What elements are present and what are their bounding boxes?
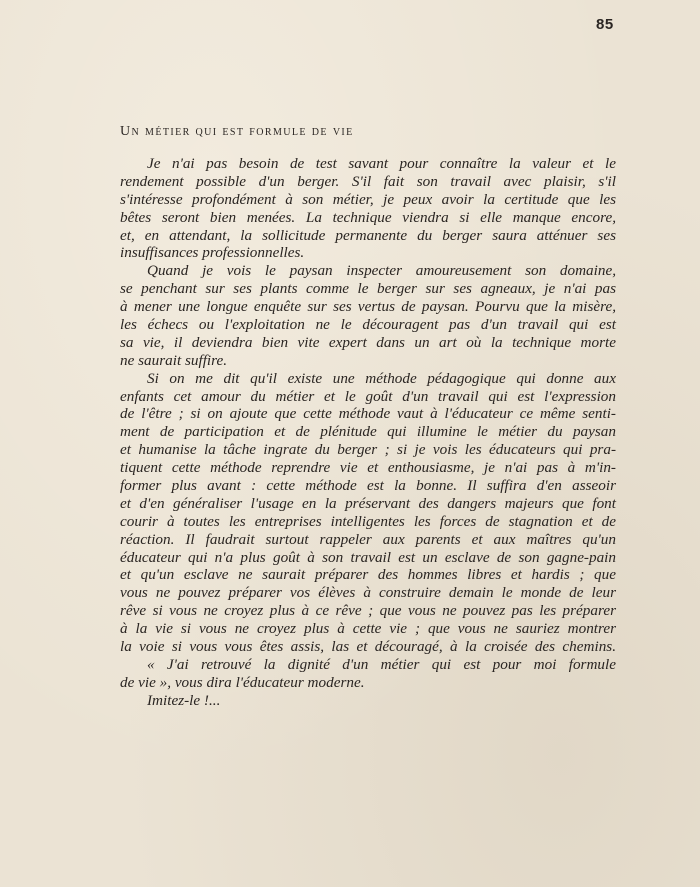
text-line: et humanise la tâche ingrate du berger ; si je vois les éducateurs qui pra- xyxy=(120,441,616,459)
text-line: à la vie si vous ne croyez plus à cette vie ; que vous ne sauriez montrer xyxy=(120,620,616,638)
text-line: sa vie, il deviendra bien vite expert dans un art où la technique morte xyxy=(120,333,616,351)
text-line: ment de participation et de plénitude qui illumine le métier du paysan xyxy=(120,423,616,441)
text-line: la voie si vous vous êtes assis, las et découragé, à la croisée des chemins. xyxy=(120,638,616,656)
section-heading: Un métier qui est formule de vie xyxy=(120,124,354,139)
text-line: ne saurait suffire. xyxy=(120,351,228,369)
page-number: 85 xyxy=(596,16,614,33)
text-line: éducateur qui n'a plus goût à son travail est un esclave de son gagne-pain xyxy=(120,548,616,566)
text-line: rêve si vous ne croyez plus à ce rêve ; que vous ne pouvez pas les préparer xyxy=(120,602,616,620)
text-line: courir à toutes les entreprises intelligentes les forces de stagnation et de xyxy=(120,512,616,530)
text-line: « J'ai retrouvé la dignité d'un métier qui est pour moi formule xyxy=(147,655,616,673)
text-line: s'intéresse profondément à son métier, je peux avoir la certitude que les xyxy=(120,190,616,208)
text-line: et d'en généraliser l'usage en la préservant des dangers majeurs que font xyxy=(120,494,616,512)
text-line: Imitez-le !... xyxy=(147,691,221,709)
body-text xyxy=(120,155,616,710)
text-line: insuffisances professionnelles. xyxy=(120,244,305,262)
text-line: tiquent cette méthode reprendre vie et enthousiasme, je n'ai pas à m'in- xyxy=(120,459,616,477)
text-line: à mener une longue enquête sur ses vertus de paysan. Pourvu que la misère, xyxy=(120,298,616,316)
text-line: les échecs ou l'exploitation ne le découragent pas d'un travail qui est xyxy=(120,316,616,334)
text-line: de vie », vous dira l'éducateur moderne. xyxy=(120,673,365,691)
text-line: bêtes seront bien menées. La technique viendra si elle manque encore, xyxy=(120,208,616,226)
text-line: et, en attendant, la sollicitude permanente du berger saura atténuer ses xyxy=(120,226,616,244)
text-line: Si on me dit qu'il existe une méthode pédagogique qui donne aux xyxy=(147,369,616,387)
text-line: vous ne pouvez préparer vos élèves à construire demain le monde de leur xyxy=(120,584,616,602)
text-line: Je n'ai pas besoin de test savant pour connaître la valeur et le xyxy=(147,155,616,172)
text-line: Quand je vois le paysan inspecter amoureusement son domaine, xyxy=(147,262,616,280)
text-line: et qu'un esclave ne saurait préparer des hommes libres et hardis ; que xyxy=(120,566,616,584)
text-line: réaction. Il faudrait surtout rappeler aux parents et aux maîtres qu'un xyxy=(120,530,616,548)
text-line: former plus avant : cette méthode est la bonne. Il suffira d'en asseoir xyxy=(120,477,616,495)
text-line: se penchant sur ses plants comme le berger sur ses agneaux, je n'ai pas xyxy=(120,280,616,298)
text-line: de l'être ; si on ajoute que cette méthode vaut à l'éducateur ce même senti- xyxy=(120,405,616,423)
text-line: rendement possible d'un berger. S'il fait son travail avec plaisir, s'il xyxy=(120,172,616,190)
text-line: enfants cet amour du métier et le goût d'un travail qui est l'expression xyxy=(120,387,616,405)
